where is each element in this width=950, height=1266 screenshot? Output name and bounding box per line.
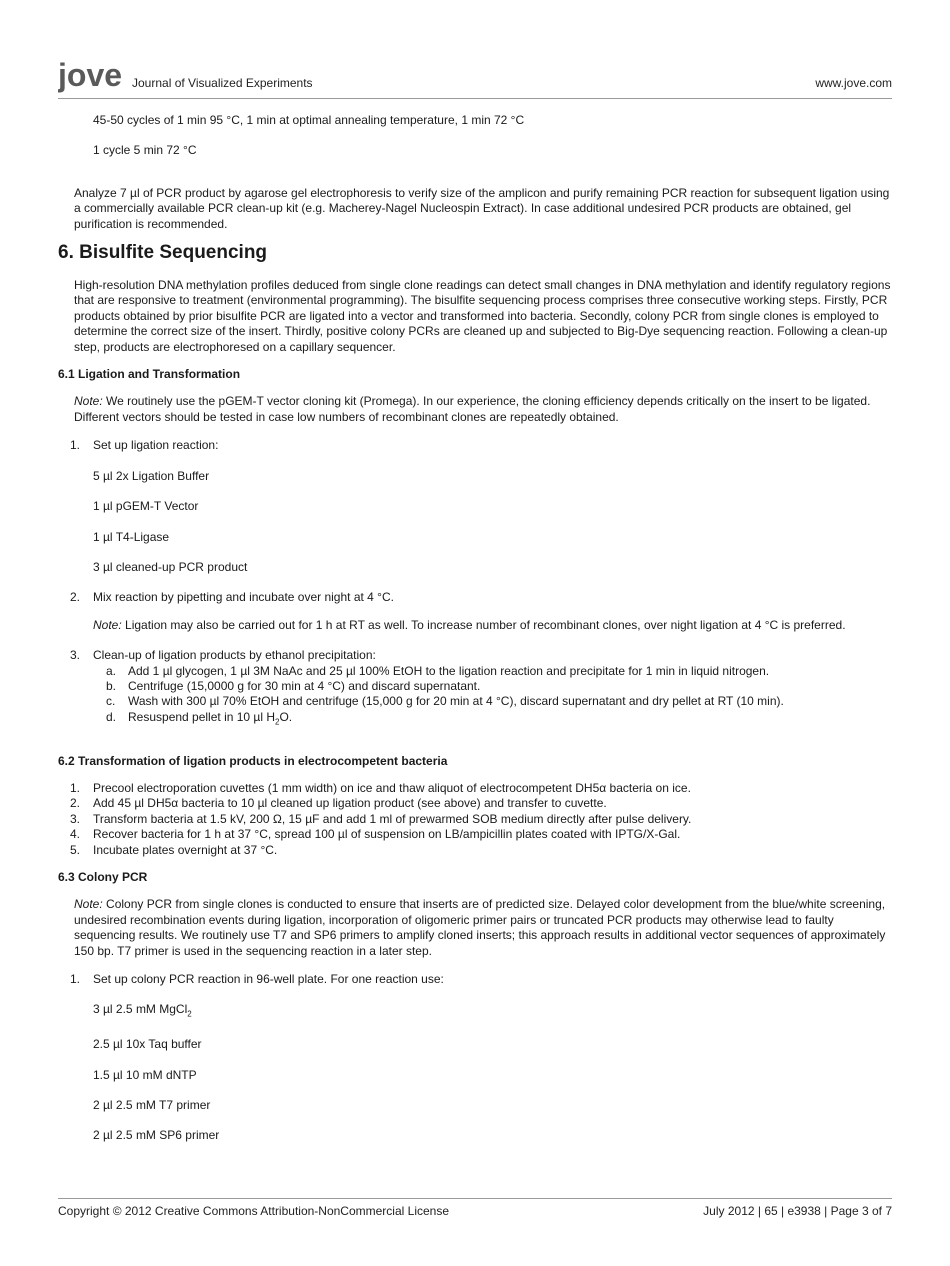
site-url: www.jove.com bbox=[815, 76, 892, 90]
analyze-paragraph: Analyze 7 µl of PCR product by agarose gel electrophoresis to verify size of the amplicon and purify remaining PCR reaction for subsequent ligation using a commercially available PCR clean-up kit (e.g. Macherey-Nagel Nucleospin Extract). In case additional undesired PCR products are obtained, gel purification is recommended. bbox=[74, 185, 890, 231]
reagent-line: 3 µl 2.5 mM MgCl$_2$ bbox=[93, 1002, 192, 1019]
sub-item-letter: d. bbox=[106, 709, 117, 724]
sub-list-item bbox=[58, 679, 892, 694]
step-number: 2. bbox=[70, 590, 81, 605]
step-text: Mix reaction by pipetting and incubate over night at 4 °C. bbox=[93, 590, 394, 605]
page-content bbox=[58, 113, 892, 1144]
note-label: Note: bbox=[74, 394, 103, 409]
section-6-3-note bbox=[74, 897, 892, 959]
step-text: Recover bacteria for 1 h at 37 °C, spread 100 µl of suspension on LB/ampicillin plates coated with IPTG/X-Gal. bbox=[93, 827, 681, 842]
list-item bbox=[58, 781, 892, 796]
cycle-line-2: 1 cycle 5 min 72 °C bbox=[93, 143, 197, 158]
step-number: 5. bbox=[70, 842, 81, 857]
svg-text:jove: jove bbox=[58, 60, 123, 93]
note-text: We routinely use the pGEM-T vector cloning kit (Promega). In our experience, the cloning efficiency depends critically on the insert to be ligated. Different vectors should be tested in case low numbers of recombinant clones are repeatedly obtained. bbox=[74, 394, 871, 424]
list-item bbox=[58, 812, 892, 827]
sub-list-item bbox=[58, 710, 892, 730]
reagent-line: 2.5 µl 10x Taq buffer bbox=[93, 1037, 202, 1052]
section-6-2-title: 6.2 Transformation of ligation products in electrocompetent bacteria bbox=[58, 753, 448, 768]
note-text: Colony PCR from single clones is conducted to ensure that inserts are of predicted size. Delayed color development from the blue/white screening, undesired recombination events during ligation, incorporation of oligomeric primer pairs or truncated PCR products may otherwise lead to faulty sequencing results. We routinely use T7 and SP6 primers to amplify cloned inserts; this approach results in additional vector sequences of approximately 150 bp. T7 primer is used in the sequencing reaction in a later step. bbox=[74, 897, 886, 958]
reagent-line: 2 µl 2.5 mM T7 primer bbox=[93, 1098, 211, 1113]
step-text: Set up colony PCR reaction in 96-well plate. For one reaction use: bbox=[93, 972, 444, 987]
step-text: Incubate plates overnight at 37 °C. bbox=[93, 842, 278, 857]
list-item bbox=[58, 796, 892, 811]
page-footer bbox=[58, 1198, 892, 1219]
sub-item-text: Add 1 µl glycogen, 1 µl 3M NaAc and 25 µl 100% EtOH to the ligation reaction and precipitate for 1 min in liquid nitrogen. bbox=[128, 663, 770, 678]
list-item bbox=[58, 972, 892, 1144]
reagent-line: 2 µl 2.5 mM SP6 primer bbox=[93, 1128, 220, 1143]
reagent-line: 1 µl T4-Ligase bbox=[93, 529, 170, 544]
section-6-title: 6. Bisulfite Sequencing bbox=[58, 242, 268, 264]
sub-list-item bbox=[58, 664, 892, 679]
note-label: Note: bbox=[74, 897, 103, 912]
list-item bbox=[58, 827, 892, 842]
reagent-line: 3 µl cleaned-up PCR product bbox=[93, 559, 248, 574]
step-number: 1. bbox=[70, 780, 81, 795]
step-number: 4. bbox=[70, 827, 81, 842]
step-text: Set up ligation reaction: bbox=[93, 438, 219, 453]
section-6-1-note bbox=[74, 394, 892, 425]
list-item bbox=[58, 590, 892, 633]
section-6-1-title: 6.1 Ligation and Transformation bbox=[58, 367, 241, 382]
ligation-steps bbox=[58, 438, 892, 729]
note-text: Ligation may also be carried out for 1 h at RT as well. To increase number of recombinant clones, over night ligation at 4 °C is preferred. bbox=[121, 617, 846, 632]
reagent-line: 1.5 µl 10 mM dNTP bbox=[93, 1067, 197, 1082]
page-info: July 2012 | 65 | e3938 | Page 3 of 7 bbox=[703, 1204, 892, 1218]
reagent-line: 1 µl pGEM-T Vector bbox=[93, 499, 199, 514]
step-text: Transform bacteria at 1.5 kV, 200 Ω, 15 µF and add 1 ml of prewarmed SOB medium directly after pulse delivery. bbox=[93, 811, 692, 826]
step-number: 1. bbox=[70, 438, 81, 453]
list-item bbox=[58, 843, 892, 858]
copyright-text: Copyright © 2012 Creative Commons Attribution-NonCommercial License bbox=[58, 1204, 450, 1218]
sub-item-text: Centrifuge (15,0000 g for 30 min at 4 °C) and discard supernatant. bbox=[128, 678, 481, 693]
list-item bbox=[58, 648, 892, 663]
list-item bbox=[58, 438, 892, 575]
sub-item-letter: c. bbox=[106, 694, 116, 709]
step-number: 2. bbox=[70, 796, 81, 811]
sub-item-text: Resuspend pellet in 10 µl $H_2O$. bbox=[128, 709, 293, 727]
reagent-line: 5 µl 2x Ligation Buffer bbox=[93, 468, 210, 483]
cycle-line-1: 45-50 cycles of 1 min 95 °C, 1 min at optimal annealing temperature, 1 min 72 °C bbox=[93, 113, 525, 127]
transformation-steps bbox=[58, 781, 892, 858]
step-text: Clean-up of ligation products by ethanol precipitation: bbox=[93, 648, 376, 663]
journal-name: Journal of Visualized Experiments bbox=[132, 76, 313, 90]
sub-item-letter: b. bbox=[106, 678, 117, 693]
colony-pcr-steps bbox=[58, 972, 892, 1144]
sub-item-letter: a. bbox=[106, 663, 117, 678]
step-number: 3. bbox=[70, 648, 81, 663]
jove-logo bbox=[58, 60, 128, 94]
step-number: 1. bbox=[70, 972, 81, 987]
step-text: Add 45 µl DH5α bacteria to 10 µl cleaned up ligation product (see above) and transfer to cuvette. bbox=[93, 796, 607, 811]
step-number: 3. bbox=[70, 811, 81, 826]
section-6-3-title: 6.3 Colony PCR bbox=[58, 869, 148, 884]
step-note bbox=[93, 618, 892, 633]
page-header bbox=[58, 60, 892, 99]
sub-item-text: Wash with 300 µl 70% EtOH and centrifuge (15,000 g for 20 min at 4 °C), discard supernatant and dry pellet at RT (10 min). bbox=[128, 694, 784, 709]
note-label: Note: bbox=[93, 617, 122, 632]
step-text: Precool electroporation cuvettes (1 mm width) on ice and thaw aliquot of electrocompetent DH5α bacteria on ice. bbox=[93, 780, 691, 795]
sub-list-item bbox=[58, 694, 892, 709]
section-6-intro: High-resolution DNA methylation profiles deduced from single clone readings can detect small changes in DNA methylation and identify regulatory regions that are responsive to treatment (environmental programming). The bisulfite sequencing process comprises three consecutive working steps. Firstly, PCR products obtained by prior bisulfite PCR are ligated into a vector and transformed into bacteria. Secondly, colony PCR from single clones is employed to determine the correct size of the insert. Thirdly, positive colony PCRs are cleaned up and subjected to Big-Dye sequencing reaction. Following a clean-up step, products are electrophoresed on a capillary sequencer. bbox=[74, 278, 891, 354]
